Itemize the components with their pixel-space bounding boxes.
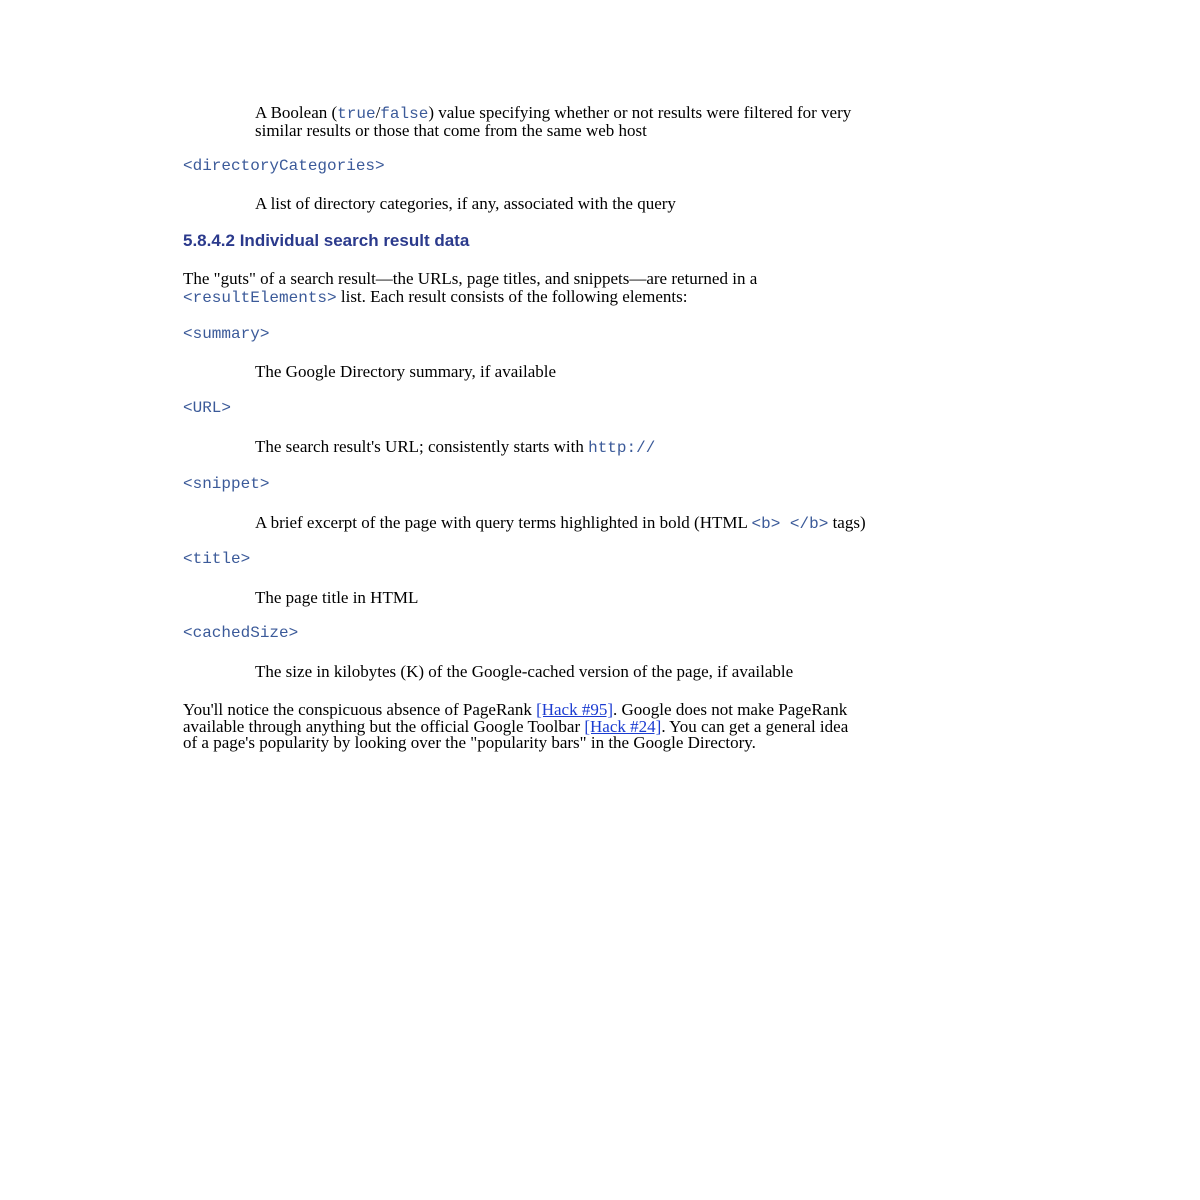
cached-size-description: The size in kilobytes (K) of the Google-cached version of the page, if available	[255, 662, 794, 681]
intro-line2-suffix: list. Each result consists of the following elements:	[336, 287, 688, 306]
slash: /	[375, 103, 381, 122]
closing-line2-prefix: available through anything but the official Google Toolbar	[183, 717, 585, 736]
term-summary: <summary>	[183, 325, 270, 343]
code-bold-tags: <b> </b>	[751, 515, 829, 533]
closing-line1	[183, 701, 847, 718]
snippet-desc-suffix: tags)	[828, 513, 866, 532]
closing-line3: of a page's popularity by looking over the "popularity bars" in the Google Directory.	[183, 733, 756, 752]
filtering-desc-suffix: ) value specifying whether or not results were filtered for very	[428, 103, 852, 122]
term-cached-size: <cachedSize>	[183, 624, 299, 642]
term-url: <URL>	[183, 399, 232, 417]
filtering-desc-prefix: A Boolean (	[255, 103, 338, 122]
code-http: http://	[588, 439, 656, 457]
snippet-desc-text: A brief excerpt of the page with query terms highlighted in bold (HTML	[255, 513, 752, 532]
directory-categories-description: A list of directory categories, if any, associated with the query	[255, 194, 676, 213]
summary-description: The Google Directory summary, if available	[255, 362, 557, 381]
link-hack-24[interactable]: [Hack #24]	[584, 717, 662, 736]
link-hack-95[interactable]: [Hack #95]	[536, 700, 614, 719]
intro-line1: The "guts" of a search result—the URLs, page titles, and snippets—are returned in a	[183, 269, 758, 288]
closing-line1-suffix: . Google does not make PageRank	[613, 700, 848, 719]
code-true: true	[337, 105, 376, 123]
closing-line2-suffix: . You can get a general idea	[661, 717, 849, 736]
closing-line1-prefix: You'll notice the conspicuous absence of PageRank	[183, 700, 537, 719]
term-directory-categories: <directoryCategories>	[183, 157, 385, 175]
snippet-description	[255, 514, 866, 533]
term-snippet: <snippet>	[183, 475, 270, 493]
intro-line2	[183, 288, 687, 307]
code-result-elements: <resultElements>	[183, 289, 337, 307]
url-description	[255, 438, 655, 457]
code-false: false	[380, 105, 429, 123]
section-heading: 5.8.4.2 Individual search result data	[183, 231, 470, 250]
term-title: <title>	[183, 550, 251, 568]
title-description: The page title in HTML	[255, 588, 419, 607]
url-desc-text: The search result's URL; consistently starts with	[255, 437, 589, 456]
filtering-description-line2: similar results or those that come from the same web host	[255, 121, 647, 140]
